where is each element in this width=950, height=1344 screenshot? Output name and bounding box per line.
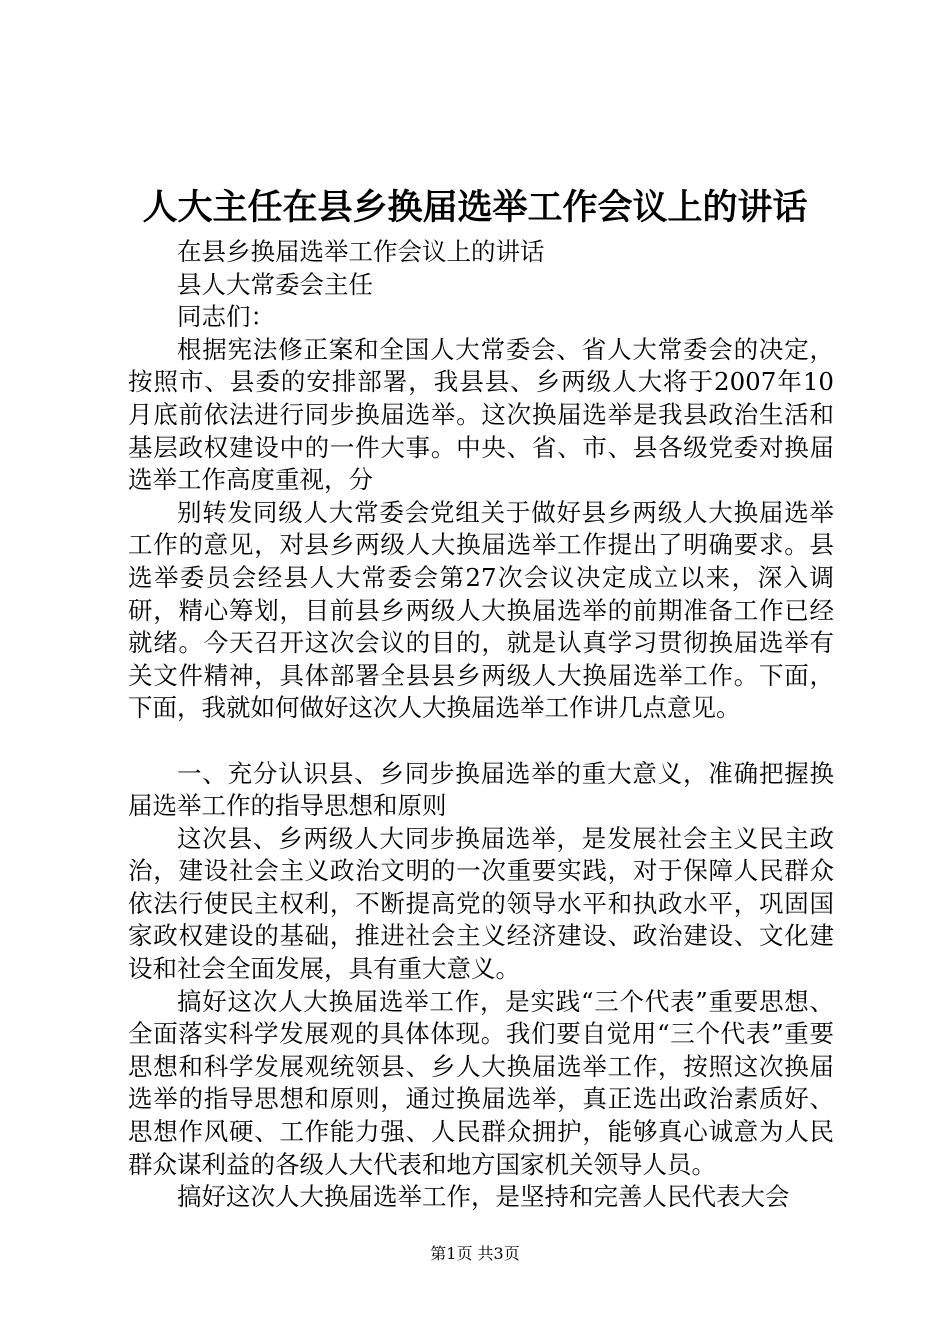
- speech-subtitle: 在县乡换届选举工作会议上的讲话: [177, 237, 545, 266]
- body-paragraph: 搞好这次人大换届选举工作，是实践“三个代表”重要思想、全面落实科学发展观的具体体现。我们要自觉用“三个代表”重要思想和科学发展观统领县、乡人大换届选举工作，按照这次换届选举的指导思想和原则，通过换届选举，真正选出政治素质好、思想作风硬、工作能力强、人民群众拥护，能够真心诚意为人民群众谋利益的各级人大代表和地方国家机关领导人员。: [128, 986, 834, 1179]
- body-paragraph: 别转发同级人大常委会党组关于做好县乡两级人大换届选举工作的意见，对县乡两级人大换届选举工作提出了明确要求。县选举委员会经县人大常委会第27次会议决定成立以来，深入调研，精心筹划，目前县乡两级人大换届选举的前期准备工作已经就绪。今天召开这次会议的目的，就是认真学习贯彻换届选举有关文件精神，具体部署全县县乡两级人大换届选举工作。下面，下面，我就如何做好这次人大换届选举工作讲几点意见。: [128, 497, 834, 723]
- body-paragraph: 这次县、乡两级人大同步换届选举，是发展社会主义民主政治，建设社会主义政治文明的一次重要实践，对于保障人民群众依法行使民主权利，不断提高党的领导水平和执政水平，巩固国家政权建设的基础，推进社会主义经济建设、政治建设、文化建设和社会全面发展，具有重大意义。: [128, 823, 834, 984]
- document-body: [128, 236, 834, 1214]
- section-heading: 一、充分认识县、乡同步换届选举的重大意义，准确把握换届选举工作的指导思想和原则: [128, 758, 834, 821]
- page-number-footer: 第1页 共3页: [430, 1244, 520, 1263]
- document-title: 人大主任在县乡换届选举工作会议上的讲话: [142, 187, 808, 228]
- body-paragraph: 搞好这次人大换届选举工作，是坚持和完善人民代表大会: [177, 1182, 790, 1212]
- body-paragraph: 根据宪法修正案和全国人大常委会、省人大常委会的决定，按照市、县委的安排部署，我县县、乡两级人大将于2007年10月底前依法进行同步换届选举。这次换届选举是我县政治生活和基层政权建设中的一件大事。中央、省、市、县各级党委对换届选举工作高度重视，分: [128, 334, 834, 495]
- speaker-line: 县人大常委会主任: [177, 269, 373, 299]
- salutation: 同志们：: [177, 302, 275, 332]
